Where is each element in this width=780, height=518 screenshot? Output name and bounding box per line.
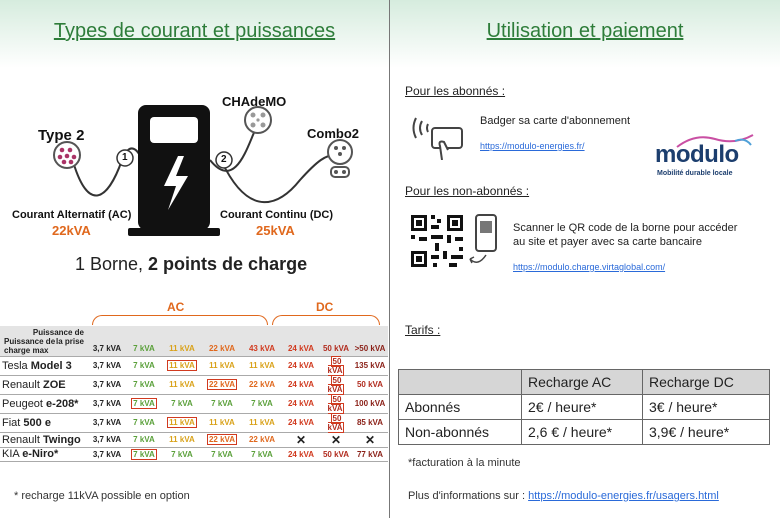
modulo-tagline: Mobilité durable locale (657, 170, 733, 177)
type2-label: Type 2 (38, 127, 85, 144)
power-table (0, 326, 388, 462)
power-cell: 7 kVA (202, 447, 242, 461)
power-cell: 24 kVA (282, 394, 320, 413)
right-title-band (390, 0, 780, 68)
table-row (0, 375, 388, 394)
col-header: 24 kVA (282, 326, 320, 356)
tarifs-header-dc: Recharge DC (643, 370, 770, 395)
dc-current-label: Courant Continu (DC) (220, 209, 334, 221)
car-model: Tesla Model 3 (0, 356, 88, 375)
subscribers-heading: Pour les abonnés : (405, 84, 506, 98)
subscribers-link[interactable]: https://modulo-energies.fr/ (480, 141, 585, 151)
col-header: 11 kVA (162, 326, 202, 356)
tarifs-ac-price: 2,6 € / heure* (522, 420, 643, 445)
power-cell: 50 kVA (352, 375, 388, 394)
power-cell: 11 kVA (242, 413, 282, 432)
table-row (0, 447, 388, 461)
not-available-cell: ✕ (282, 432, 320, 447)
more-info-link[interactable]: https://modulo-energies.fr/usagers.html (528, 490, 719, 502)
power-cell: 50 kVA (320, 394, 352, 413)
col-header: 7 kVA (126, 326, 162, 356)
power-cell: 77 kVA (352, 447, 388, 461)
left-title-band (0, 0, 389, 68)
power-cell: 50 kVA (320, 356, 352, 375)
header-max: Puissance de charge max (4, 336, 56, 355)
non-subscribers-link[interactable]: https://modulo.charge.virtaglobal.com/ (513, 262, 666, 272)
table-row (0, 413, 388, 432)
right-title: Utilisation et paiement (486, 20, 684, 42)
power-cell: 7 kVA (162, 394, 202, 413)
dc-power-value: 25kVA (256, 223, 295, 238)
power-cell: 85 kVA (352, 413, 388, 432)
left-title: Types de courant et puissances (53, 20, 336, 42)
col-header: >50 kVA (352, 326, 388, 356)
power-cell: 24 kVA (282, 447, 320, 461)
contactless-card-icon (408, 108, 468, 160)
ac-group-label: AC (167, 300, 185, 314)
power-cell: 3,7 kVA (88, 356, 126, 375)
borne-summary-prefix: 1 Borne, (75, 254, 149, 274)
power-cell: 22 kVA (242, 375, 282, 394)
qr-code-icon (409, 213, 465, 269)
power-cell: 7 kVA (242, 394, 282, 413)
car-model: Peugeot e-208* (0, 394, 88, 413)
power-cell: 100 kVA (352, 394, 388, 413)
power-cell: 3,7 kVA (88, 413, 126, 432)
power-cell: 7 kVA (126, 394, 162, 413)
power-cell: 3,7 kVA (88, 375, 126, 394)
tarifs-header-corner (399, 370, 522, 395)
table-row (399, 420, 770, 445)
panel-divider (389, 0, 390, 518)
borne-summary-bold: 2 points de charge (148, 254, 308, 274)
tarifs-ac-price: 2€ / heure* (522, 395, 643, 420)
station-screen (150, 117, 198, 143)
borne-summary (75, 254, 307, 275)
power-cell: 3,7 kVA (88, 447, 126, 461)
point-1-number: 1 (122, 152, 128, 163)
car-model: Renault Twingo (0, 432, 88, 447)
power-cell: 11 kVA (202, 356, 242, 375)
power-cell: 7 kVA (242, 447, 282, 461)
smartphone-icon (468, 213, 504, 269)
power-cell: 22 kVA (202, 432, 242, 447)
power-cell: 24 kVA (282, 356, 320, 375)
ac-group-bracket (92, 315, 268, 325)
col-header: 43 kVA (242, 326, 282, 356)
station-base (128, 228, 220, 236)
table-row (0, 432, 388, 447)
modulo-logo (655, 133, 755, 183)
chademo-label: CHAdeMO (222, 94, 287, 109)
table-row (0, 394, 388, 413)
power-cell: 3,7 kVA (88, 394, 126, 413)
power-cell: 50 kVA (320, 447, 352, 461)
non-subscribers-text-line1: Scanner le QR code de la borne pour accéder (513, 222, 738, 234)
tarifs-footnote: *facturation à la minute (408, 457, 521, 469)
tarifs-row-label: Non-abonnés (399, 420, 522, 445)
left-footnote: * recharge 11kVA possible en option (14, 490, 190, 502)
tarifs-row-label: Abonnés (399, 395, 522, 420)
power-cell: 50 kVA (320, 375, 352, 394)
combo2-label: Combo2 (307, 126, 359, 141)
more-info (408, 490, 719, 502)
table-row (399, 395, 770, 420)
non-subscribers-text-line2: au site et payer avec sa carte bancaire (513, 236, 702, 248)
power-cell: 7 kVA (202, 394, 242, 413)
power-cell: 11 kVA (202, 413, 242, 432)
header-prise: Puissance de la prise (32, 328, 84, 346)
car-model: Renault ZOE (0, 375, 88, 394)
power-cell: 24 kVA (282, 413, 320, 432)
subscribers-text: Badger sa carte d'abonnement (480, 115, 631, 127)
power-table-header (0, 326, 388, 356)
modulo-wordmark: modulo (655, 141, 739, 168)
tarifs-header-row (399, 370, 770, 395)
ac-power-value: 22kVA (52, 223, 91, 238)
power-cell: 11 kVA (162, 375, 202, 394)
power-cell: 22 kVA (242, 432, 282, 447)
not-available-cell: ✕ (320, 432, 352, 447)
col-header: 50 kVA (320, 326, 352, 356)
car-model: KIA e-Niro* (0, 447, 88, 461)
power-cell: 11 kVA (162, 356, 202, 375)
power-cell: 11 kVA (162, 413, 202, 432)
power-cell: 11 kVA (162, 432, 202, 447)
power-cell: 7 kVA (126, 356, 162, 375)
more-info-prefix: Plus d'informations sur : (408, 490, 529, 502)
power-cell: 11 kVA (242, 356, 282, 375)
power-cell: 7 kVA (162, 447, 202, 461)
not-available-cell: ✕ (352, 432, 388, 447)
power-cell: 7 kVA (126, 413, 162, 432)
car-model: Fiat 500 e (0, 413, 88, 432)
table-row (0, 356, 388, 375)
dc-group-bracket (272, 315, 380, 325)
power-cell: 7 kVA (126, 447, 162, 461)
tarifs-dc-price: 3€ / heure* (643, 395, 770, 420)
power-cell: 7 kVA (126, 375, 162, 394)
tarifs-table (398, 369, 770, 445)
non-subscribers-heading: Pour les non-abonnés : (405, 184, 530, 198)
tarifs-header-ac: Recharge AC (522, 370, 643, 395)
power-cell: 3,7 kVA (88, 432, 126, 447)
power-cell: 135 kVA (352, 356, 388, 375)
point-2-number: 2 (221, 154, 227, 165)
power-cell: 24 kVA (282, 375, 320, 394)
col-header: 3,7 kVA (88, 326, 126, 356)
col-header: 22 kVA (202, 326, 242, 356)
tarifs-heading: Tarifs : (405, 323, 441, 337)
ac-current-label: Courant Alternatif (AC) (12, 209, 132, 221)
dc-group-label: DC (316, 300, 334, 314)
tarifs-dc-price: 3,9€ / heure* (643, 420, 770, 445)
header-corner (0, 326, 88, 356)
power-cell: 22 kVA (202, 375, 242, 394)
power-cell: 7 kVA (126, 432, 162, 447)
power-cell: 50 kVA (320, 413, 352, 432)
